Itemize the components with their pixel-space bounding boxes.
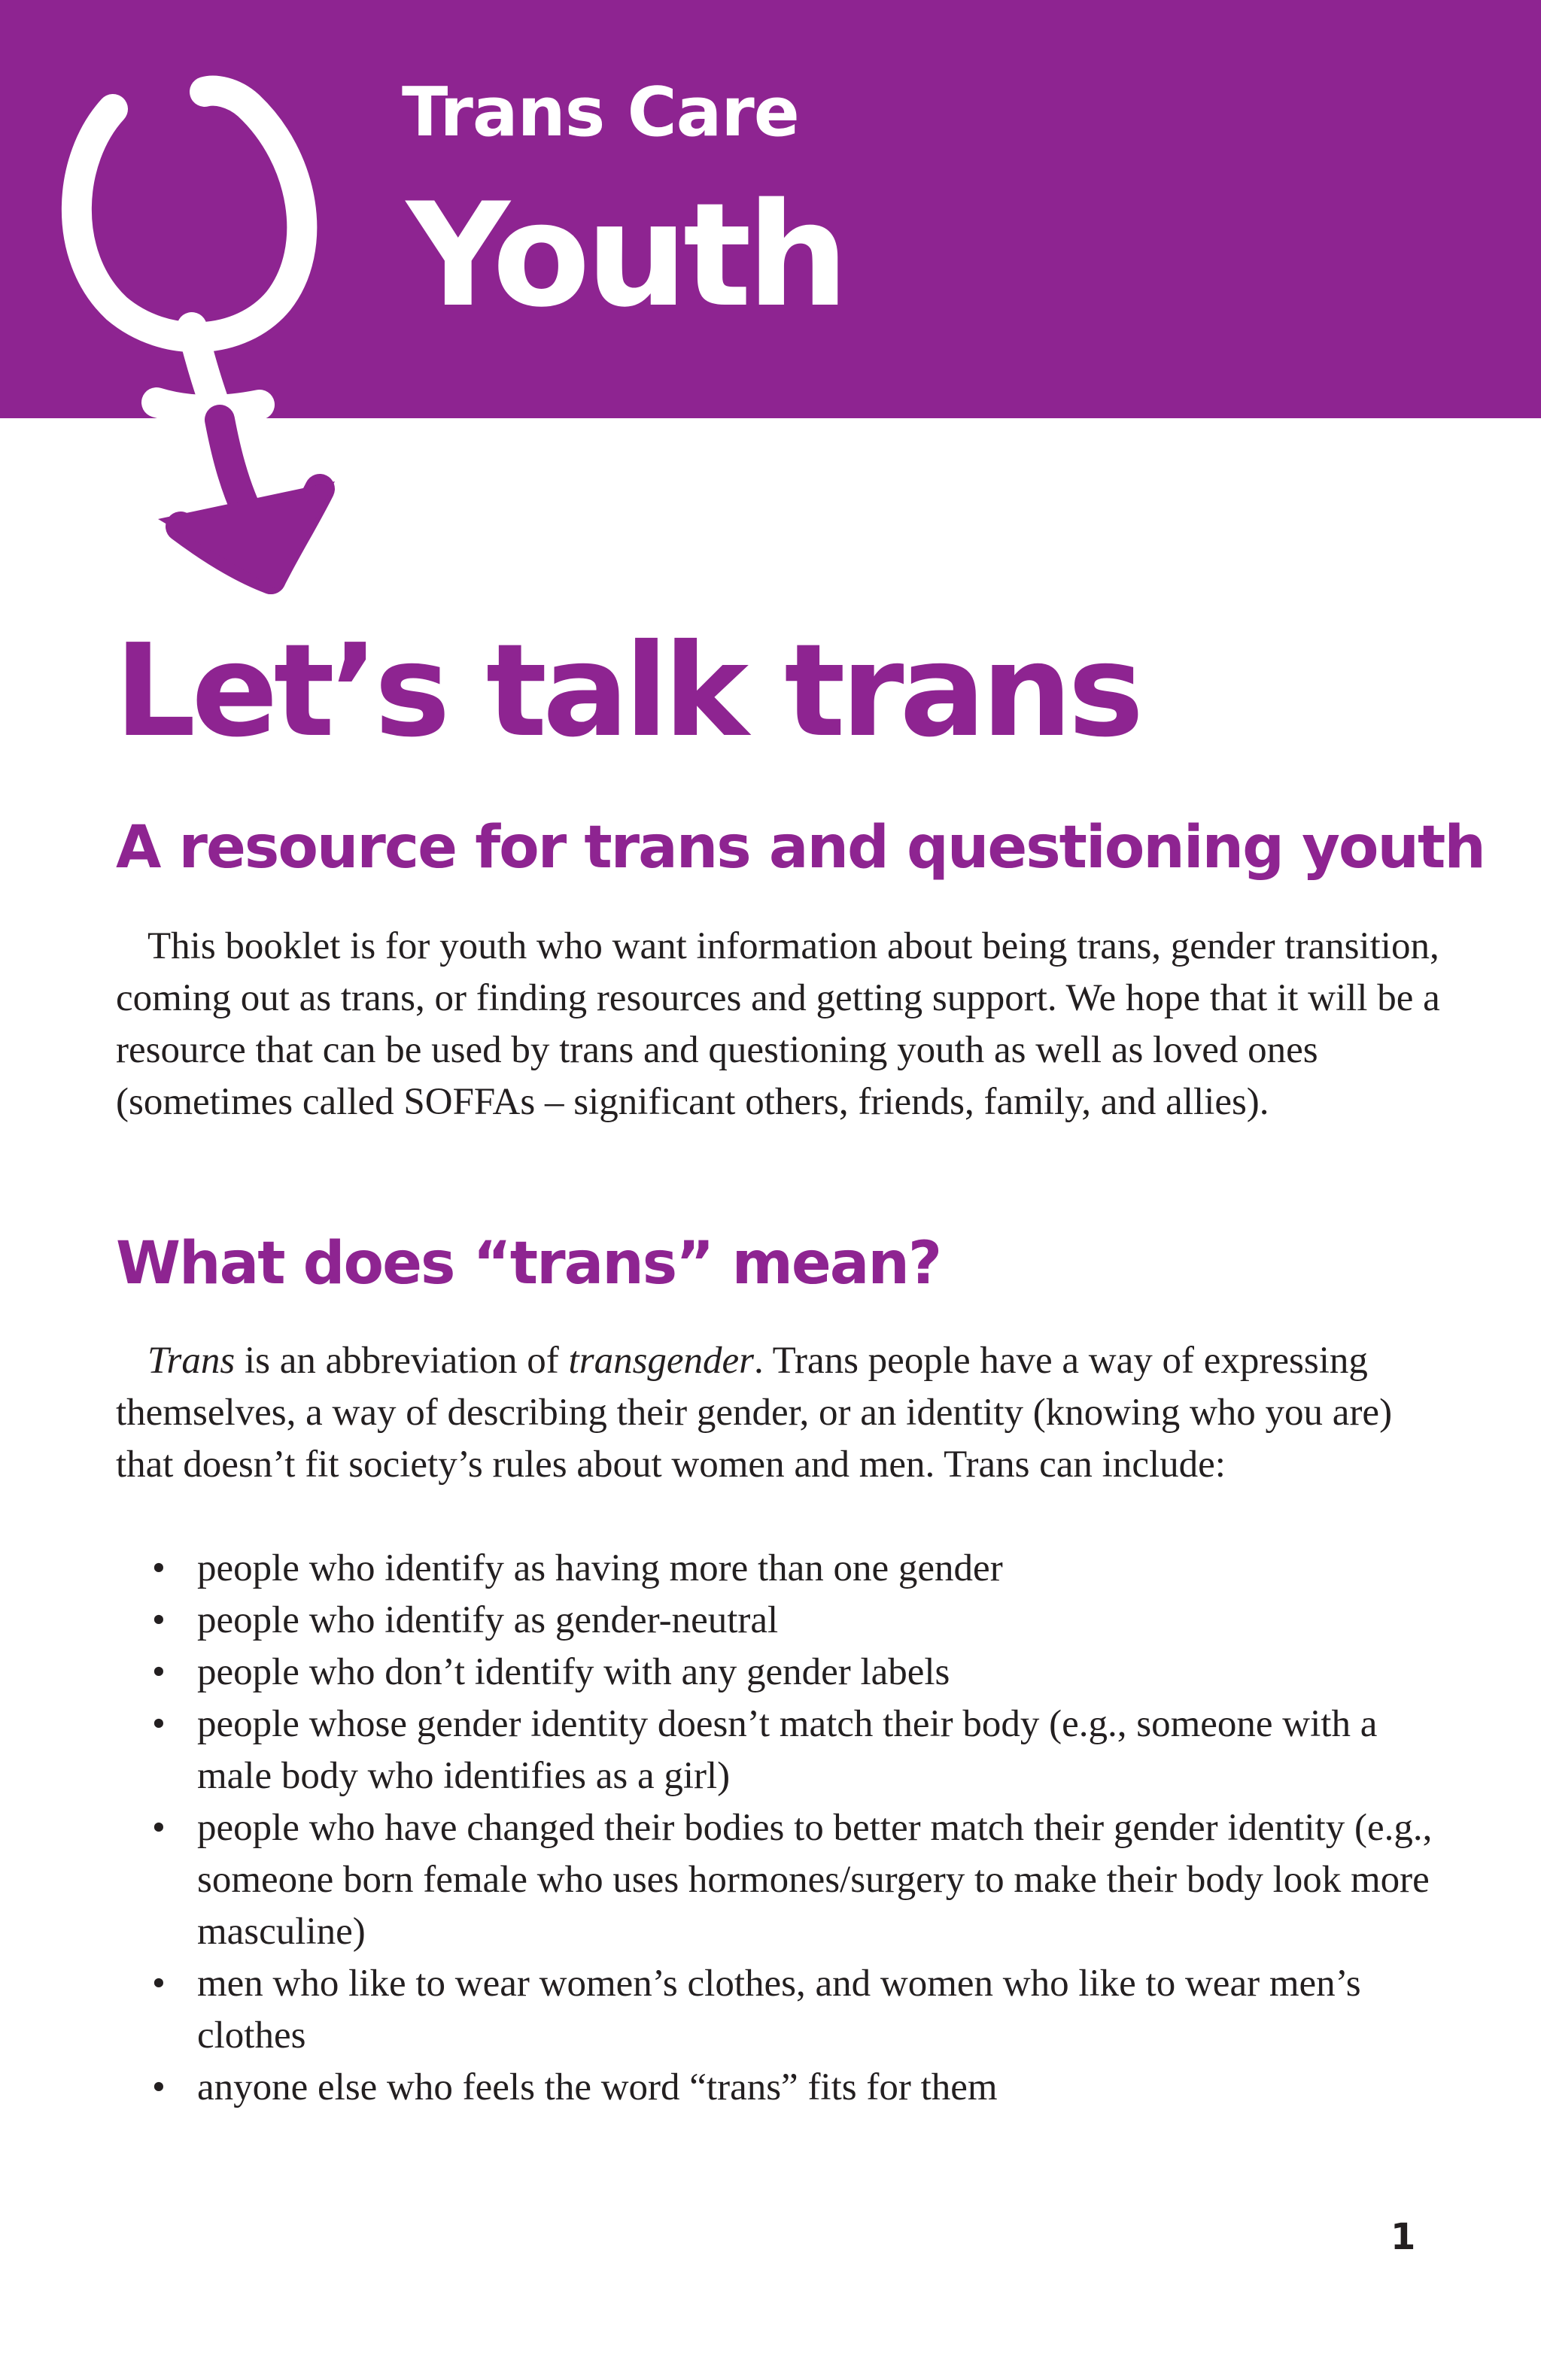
page-title: Let’s talk trans [114,617,1140,766]
bullet-icon: • [152,1963,166,2005]
list-item-text: people who identify as gender-neutral [197,1599,779,1641]
section-heading: What does “trans” mean? [116,1230,941,1298]
list-item-text: people who don’t identify with any gender labels [197,1651,950,1693]
transgender-symbol-icon [45,60,361,602]
list-item-text: people whose gender identity doesn’t match their body (e.g., someone with a male body who identifies as a girl) [197,1703,1378,1797]
intro-paragraph: This booklet is for youth who want information about being trans, gender transition, coming out as trans, or finding resources and getting support. We hope that it will be a resource that can be used by trans and questioning youth as well as loved ones (sometimes called SOFFAs – significant others, friends, family, and allies). [116,925,1440,1123]
definition-text-1: is an abbreviation of [235,1340,569,1382]
list-item [116,2062,1448,2114]
bullet-icon: • [152,1703,166,1745]
list-item-text: people who have changed their bodies to better match their gender identity (e.g., someone born female who uses hormones/surgery to make their body look more masculine) [197,1807,1433,1953]
list-item [116,1647,1448,1698]
list-item [116,1802,1448,1958]
term-transgender: transgender [568,1340,755,1382]
bullet-icon: • [152,1807,166,1849]
bullet-icon: • [152,1599,166,1641]
list-item [116,1958,1448,2062]
list-item [116,1698,1448,1802]
bullet-icon: • [152,2066,166,2108]
term-trans: Trans [147,1340,236,1382]
bullet-list [116,1543,1448,2114]
series-label: Trans Care [402,73,799,152]
definition-text-2: . Trans people have a way of expressing themselves, a way of describing their gender, or an identity (knowing who you are) that doesn’t fit society’s rules about women and men. Trans can include: [116,1340,1393,1486]
bullet-icon: • [152,1547,166,1589]
subtitle: A resource for trans and questioning youth [116,814,1485,882]
list-item [116,1543,1448,1595]
list-item-text: anyone else who feels the word “trans” fits for them [197,2066,998,2108]
list-item-text: men who like to wear women’s clothes, and women who like to wear men’s clothes [197,1963,1361,2057]
definition-paragraph [116,1335,1440,1491]
bullet-icon: • [152,1651,166,1693]
list-item [116,1595,1448,1647]
list-item-text: people who identify as having more than one gender [197,1547,1003,1589]
series-title: Youth [406,172,845,338]
page-number: 1 [1391,2216,1416,2258]
